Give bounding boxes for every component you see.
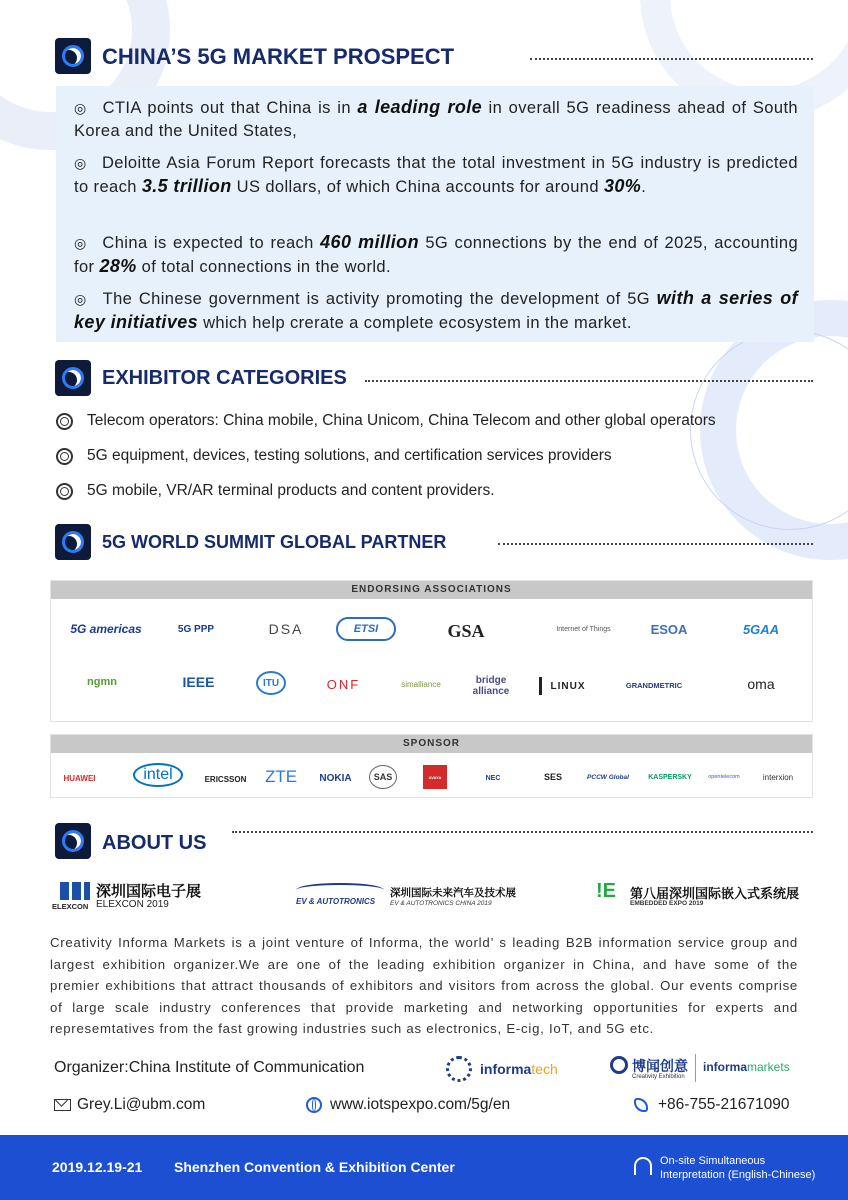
sponsor-panel — [50, 734, 813, 798]
logo-esoa: ESOA — [650, 621, 688, 637]
organizer-label: Organizer:China Institute of Communication — [54, 1059, 365, 1076]
emphasis: 460 million — [320, 232, 419, 252]
category-item — [56, 482, 495, 500]
logo-ericsson: ERICSSON — [204, 774, 247, 784]
about-description: Creativity Informa Markets is a joint venture of Informa, the world’ s leading B2B information service group and largest exhibition organizer.We are one of the leading exhibition organizer in China, and have some of the premier exhibitions that attract thousands of exhibitors and visitors from across the global. Our events comprise of large scale industry conferences that provide marketing and networking opportunities for experts and represemtatives from the fast growing industries such as electronics, E-cig, IoT, and 5G etc. — [50, 935, 798, 1036]
embedded-cn: 第八届深圳国际嵌入式系统展 — [630, 886, 800, 901]
creativity-en: Creativity Exhibition — [632, 1074, 685, 1080]
informa-markets-logo — [703, 1060, 790, 1074]
text: US dollars, of which China accounts for around — [236, 178, 599, 196]
footer-date: 2019.12.19-21 — [52, 1159, 143, 1175]
categories-title: EXHIBITOR CATEGORIES — [102, 367, 347, 389]
prospect-paragraph-3 — [74, 231, 798, 279]
text: CTIA points out that China is in — [102, 99, 351, 117]
informa-circle-icon — [446, 1056, 472, 1082]
logo-opentelecom: opentelecom — [708, 774, 740, 780]
bullet-icon: ◎ — [74, 235, 89, 251]
footer-bar — [0, 1135, 848, 1200]
section-logo-icon — [55, 38, 91, 74]
category-text: Telecom operators: China mobile, China Unicom, China Telecom and other global operators — [87, 412, 716, 429]
category-item — [56, 412, 716, 430]
logo-ses: SES — [543, 772, 562, 782]
informa-markets-a: informa — [703, 1060, 748, 1074]
elexcon-en: ELEXCON 2019 — [96, 899, 169, 910]
logo-pccw: PCCW Global — [587, 773, 629, 781]
endorsing-header: ENDORSING ASSOCIATIONS — [51, 581, 812, 599]
ev-cn: 深圳国际未来汽车及技术展 — [390, 887, 516, 899]
logo-sas: SAS — [369, 765, 397, 789]
creativity-cn: 博闻创意 — [632, 1058, 688, 1074]
logo-gsa: GSA — [447, 620, 485, 641]
emphasis: a leading role — [357, 97, 483, 117]
bullet-icon: ◎ — [74, 155, 88, 171]
footer-interp-line1: On-site Simultaneous — [660, 1155, 766, 1167]
phone-text: +86-755-21671090 — [658, 1096, 790, 1113]
text: 5G connections by the end of 2025, accounting for — [74, 234, 799, 276]
creativity-e-icon — [610, 1056, 628, 1074]
phone-icon — [634, 1098, 648, 1112]
circle-bullet-icon — [56, 483, 73, 500]
logo-itu: ITU — [256, 671, 286, 695]
logo-5g-americas: 5G americas — [70, 622, 142, 636]
divider — [232, 831, 813, 833]
text: in overall 5G readiness ahead of South Korea and the United States, — [74, 99, 799, 140]
elexcon-logo — [52, 880, 212, 910]
ev-autotronics-logo — [296, 883, 536, 913]
bullet-icon: ◎ — [74, 291, 89, 307]
logo-iot: Internet of Things — [556, 625, 611, 633]
text: of total connections in the world. — [141, 258, 391, 276]
elexcon-icon — [60, 882, 90, 900]
prospect-paragraph-4 — [74, 287, 798, 335]
logo-kaspersky: KASPERSKY — [648, 773, 692, 781]
emphasis: with a series of key initiatives — [74, 288, 798, 332]
globe-icon — [306, 1097, 322, 1113]
embedded-expo-logo — [596, 880, 806, 912]
headset-icon — [634, 1157, 652, 1175]
divider — [498, 543, 813, 545]
about-title: ABOUT US — [102, 832, 207, 854]
logo-ngmn: ngmn — [87, 676, 117, 688]
divider — [530, 58, 813, 60]
logo-interxion: interxion — [762, 772, 794, 782]
prospect-title: CHINA’S 5G MARKET PROSPECT — [102, 44, 455, 69]
footer-venue: Shenzhen Convention & Exhibition Center — [174, 1159, 455, 1175]
elexcon-cn: 深圳国际电子展 — [96, 883, 202, 900]
elexcon-mark: ELEXCON — [52, 902, 89, 911]
bullet-icon: ◎ — [74, 100, 89, 116]
ev-mark: EV & AUTOTRONICS — [296, 897, 376, 906]
website-contact[interactable] — [306, 1096, 510, 1114]
decor-ring-mid — [690, 330, 848, 530]
logo-etsi: ETSI — [336, 617, 396, 641]
logo-linux: LINUX — [539, 677, 594, 695]
text: which help crerate a complete ecosystem in the market. — [203, 314, 632, 332]
logo-bridge-alliance: bridge alliance — [472, 675, 510, 697]
sponsor-header: SPONSOR — [51, 735, 812, 753]
section-logo-icon — [55, 524, 91, 560]
logo-dsa: DSA — [268, 621, 304, 637]
logo-huawei: HUAWEI — [63, 773, 96, 783]
emphasis: 30% — [603, 176, 642, 196]
divider — [365, 380, 813, 382]
category-item — [56, 447, 612, 465]
creativity-logo — [610, 1054, 700, 1084]
email-contact[interactable] — [54, 1096, 205, 1114]
embedded-en: EMBEDDED EXPO 2019 — [630, 900, 704, 907]
emphasis: 3.5 trillion — [141, 176, 232, 196]
logo-5g-ppp: 5G PPP — [177, 623, 215, 635]
logo-avaya: AVAYA — [423, 765, 447, 789]
category-text: 5G mobile, VR/AR terminal products and content providers. — [87, 482, 495, 499]
ev-en: EV & AUTOTRONICS CHINA 2019 — [390, 900, 492, 907]
logo-onf: ONF — [326, 676, 361, 692]
footer-interp-line2: Interpretation (English-Chinese) — [660, 1169, 816, 1181]
logo-intel: intel — [133, 763, 183, 787]
email-text: Grey.Li@ubm.com — [77, 1096, 206, 1113]
logo-nec: NEC — [485, 774, 501, 782]
logo-separator — [695, 1054, 696, 1082]
emphasis: 28% — [99, 256, 137, 276]
prospect-paragraph-1 — [74, 96, 798, 143]
logo-simalliance: simalliance — [401, 679, 441, 689]
text: Deloitte Asia Forum Report forecasts that the total investment in 5G industry is predicted to reach — [74, 154, 799, 196]
text: The Chinese government is activity promoting the development of 5G — [102, 290, 651, 308]
phone-contact[interactable] — [634, 1096, 789, 1114]
informa-tech-a: informa — [480, 1061, 532, 1077]
logo-5gaa: 5GAA — [742, 621, 780, 637]
prospect-box — [56, 86, 814, 342]
section-logo-icon — [55, 360, 91, 396]
informa-markets-b: markets — [747, 1060, 790, 1074]
logo-zte: ZTE — [264, 767, 298, 786]
logo-oma: oma — [747, 676, 775, 692]
ev-swoosh-icon — [296, 883, 384, 897]
text: . — [641, 178, 647, 196]
mail-icon — [54, 1099, 71, 1111]
partners-title: 5G WORLD SUMMIT GLOBAL PARTNER — [102, 532, 447, 552]
logo-nokia: NOKIA — [319, 772, 352, 784]
website-text: www.iotspexpo.com/5g/en — [330, 1096, 511, 1113]
informa-tech-b: tech — [531, 1061, 558, 1077]
circle-bullet-icon — [56, 448, 73, 465]
category-text: 5G equipment, devices, testing solutions, and certification services providers — [87, 447, 612, 464]
circle-bullet-icon — [56, 413, 73, 430]
logo-ieee: IEEE — [182, 674, 215, 690]
text: China is expected to reach — [102, 234, 314, 252]
informa-tech-logo — [446, 1054, 576, 1084]
endorsing-panel — [50, 580, 813, 722]
logo-grandmetric: GRANDMETRIC — [625, 680, 683, 690]
embedded-icon: !E — [596, 880, 616, 902]
section-logo-icon — [55, 823, 91, 859]
prospect-paragraph-2 — [74, 152, 798, 199]
